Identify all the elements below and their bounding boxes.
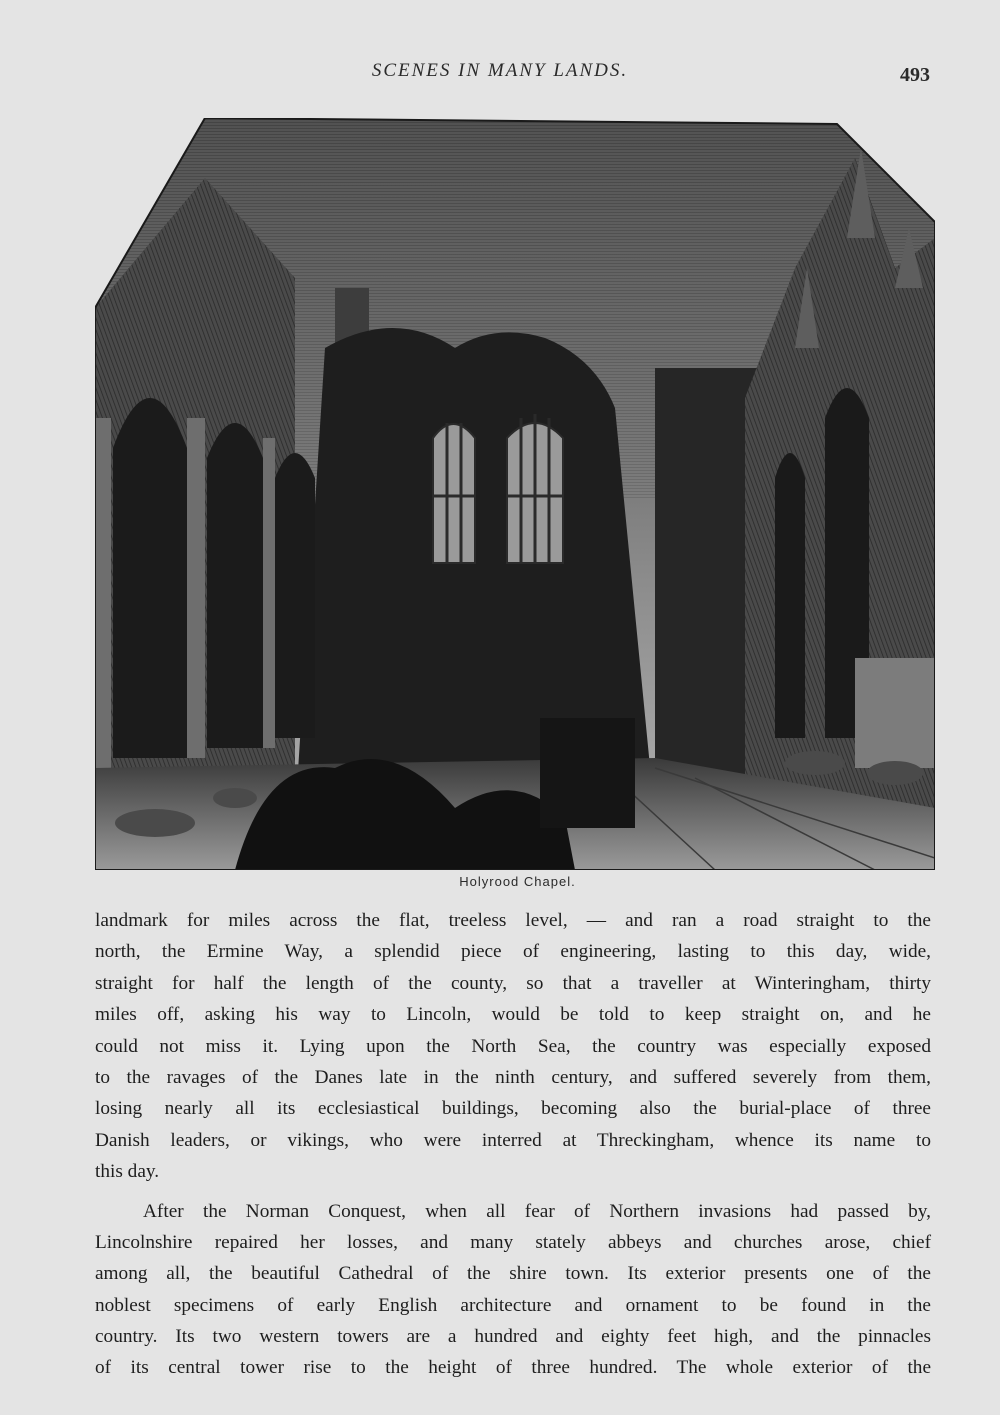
text-line: to the ravages of the Danes late in the ninth century, and suffered severely from them,: [95, 1066, 931, 1088]
body-text: [95, 905, 931, 1384]
text-line: this day.: [95, 1161, 160, 1183]
text-line: losing nearly all its ecclesiastical buildings, becoming also the burial-place of three: [95, 1098, 931, 1120]
text-line: straight for half the length of the county, so that a traveller at Winteringham, thirty: [95, 972, 931, 994]
chapel-engraving: [95, 118, 935, 870]
text-line: north, the Ermine Way, a splendid piece of engineering, lasting to this day, wide,: [95, 941, 931, 963]
text-line: could not miss it. Lying upon the North Sea, the country was especially exposed: [95, 1035, 931, 1057]
text-line: Lincolnshire repaired her losses, and many stately abbeys and churches arose, chief: [95, 1231, 931, 1253]
text-line: among all, the beautiful Cathedral of the shire town. Its exterior presents one of the: [95, 1263, 931, 1285]
text-line: of its central tower rise to the height of three hundred. The whole exterior of the: [95, 1357, 931, 1379]
figure-caption: Holyrood Chapel.: [459, 874, 576, 889]
running-head: SCENES IN MANY LANDS.: [371, 60, 629, 81]
text-line: Danish leaders, or vikings, who were interred at Threckingham, whence its name to: [95, 1129, 931, 1151]
text-line: country. Its two western towers are a hundred and eighty feet high, and the pinnacles: [95, 1326, 931, 1348]
text-line: After the Norman Conquest, when all fear of Northern invasions had passed by,: [143, 1200, 931, 1222]
text-line: noblest specimens of early English architecture and ornament to be found in the: [95, 1294, 931, 1316]
text-line: miles off, asking his way to Lincoln, would be told to keep straight on, and he: [95, 1004, 931, 1026]
page-number: 493: [900, 64, 930, 86]
text-line: landmark for miles across the flat, treeless level, — and ran a road straight to the: [95, 910, 931, 931]
